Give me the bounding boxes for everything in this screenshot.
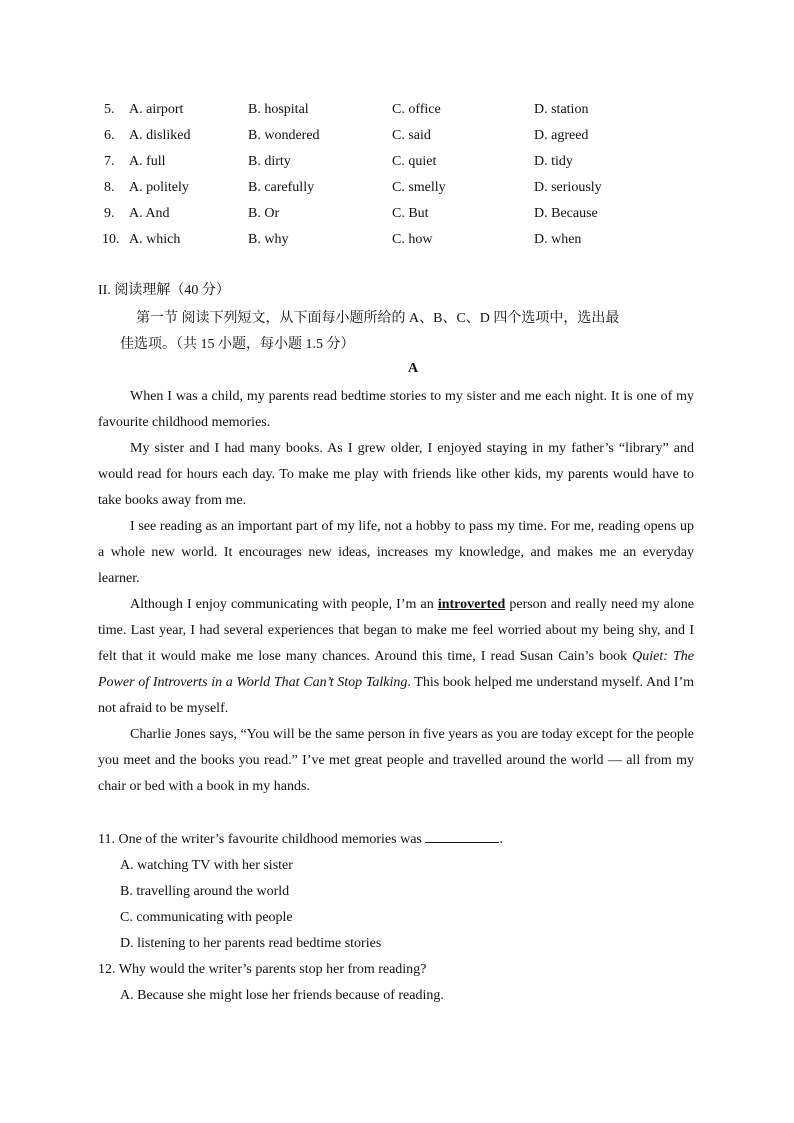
option-a: A. And xyxy=(129,206,170,221)
option-d: D. Because xyxy=(534,206,598,221)
answer-blank xyxy=(425,828,499,843)
option-b: B. Or xyxy=(248,206,280,221)
paragraph-4-middle: person and really need my alone time. Last year, I had several experiences that began to make me feel worried about my being shy, and I felt that it would make me lose many chances. Around this time, I read Susan Cain’s book xyxy=(98,597,694,664)
option-c: C. how xyxy=(392,232,433,247)
option-row-8 xyxy=(102,177,702,203)
instruction-line-2: 佳选项。（共 15 小题，每小题 1.5 分） xyxy=(120,337,355,352)
option-c: C. quiet xyxy=(392,154,437,169)
question-12-stem: 12. Why would the writer’s parents stop her from reading? xyxy=(98,962,427,977)
question-11-option-c: C. communicating with people xyxy=(120,910,293,925)
option-a: A. airport xyxy=(129,102,184,117)
option-b: B. dirty xyxy=(248,154,291,169)
paragraph-4-start: Although I enjoy communicating with people, I’m an xyxy=(130,597,438,612)
option-row-7 xyxy=(102,151,702,177)
question-number: 6. xyxy=(104,128,115,143)
option-row-6 xyxy=(102,125,702,151)
option-row-9 xyxy=(102,203,702,229)
option-c: C. But xyxy=(392,206,429,221)
option-c: C. smelly xyxy=(392,180,446,195)
option-row-10 xyxy=(102,229,702,255)
option-a: A. politely xyxy=(129,180,189,195)
option-b: B. carefully xyxy=(248,180,315,195)
question-11-option-b: B. travelling around the world xyxy=(120,884,290,899)
question-number: 10. xyxy=(102,232,120,247)
option-d: D. seriously xyxy=(534,180,602,195)
option-c: C. office xyxy=(392,102,441,117)
option-row-5 xyxy=(102,99,702,125)
paragraph-4 xyxy=(98,592,694,722)
reading-passage xyxy=(98,384,694,800)
option-b: B. hospital xyxy=(248,102,309,117)
paragraph-3: I see reading as an important part of my life, not a hobby to pass my time. For me, reading opens up a whole new world. It encourages new ideas, increases my knowledge, and makes me an everyday learner. xyxy=(98,519,694,586)
instruction-line-1: 第一节 阅读下列短文，从下面每小题所给的 A、B、C、D 四个选项中，选出最 xyxy=(136,311,620,326)
keyword-underlined: introverted xyxy=(437,597,506,612)
questions xyxy=(98,827,694,1009)
question-number: 8. xyxy=(104,180,115,195)
question-12-option-a: A. Because she might lose her friends because of reading. xyxy=(120,988,444,1003)
cloze-options xyxy=(102,99,702,255)
option-a: A. full xyxy=(129,154,166,169)
option-d: D. when xyxy=(534,232,582,247)
option-d: D. agreed xyxy=(534,128,589,143)
question-number: 7. xyxy=(104,154,115,169)
question-11-option-d: D. listening to her parents read bedtime stories xyxy=(120,936,382,951)
option-d: D. tidy xyxy=(534,154,573,169)
book-title: Quiet: The Power of Introverts in a World That Can’t Stop Talking xyxy=(98,649,694,690)
question-number: 5. xyxy=(104,102,115,117)
question-11-option-a: A. watching TV with her sister xyxy=(120,858,293,873)
section-instruction xyxy=(98,306,694,358)
option-b: B. why xyxy=(248,232,289,247)
section-title: II. 阅读理解（40 分） xyxy=(98,283,230,298)
paragraph-2: My sister and I had many books. As I grew older, I enjoyed staying in my father’s “library” and would read for hours each day. To make me play with friends like other kids, my parents would have to take books away from me. xyxy=(98,441,694,508)
option-c: C. said xyxy=(392,128,431,143)
passage-label: A xyxy=(407,361,419,376)
option-b: B. wondered xyxy=(248,128,320,143)
paragraph-4-end: . This book helped me understand myself. And I’m not afraid to be myself. xyxy=(98,675,694,716)
question-number: 9. xyxy=(104,206,115,221)
option-d: D. station xyxy=(534,102,589,117)
question-11-stem: 11. One of the writer’s favourite childhood memories was . xyxy=(98,827,694,853)
option-a: A. which xyxy=(129,232,181,247)
option-a: A. disliked xyxy=(129,128,191,143)
paragraph-5: Charlie Jones says, “You will be the same person in five years as you are today except for the people you meet and the books you read.” I’ve met great people and travelled around the world — all from my chair or bed with a book in my hands. xyxy=(98,727,694,794)
paragraph-1: When I was a child, my parents read bedtime stories to my sister and me each night. It is one of my favourite childhood memories. xyxy=(98,389,694,430)
